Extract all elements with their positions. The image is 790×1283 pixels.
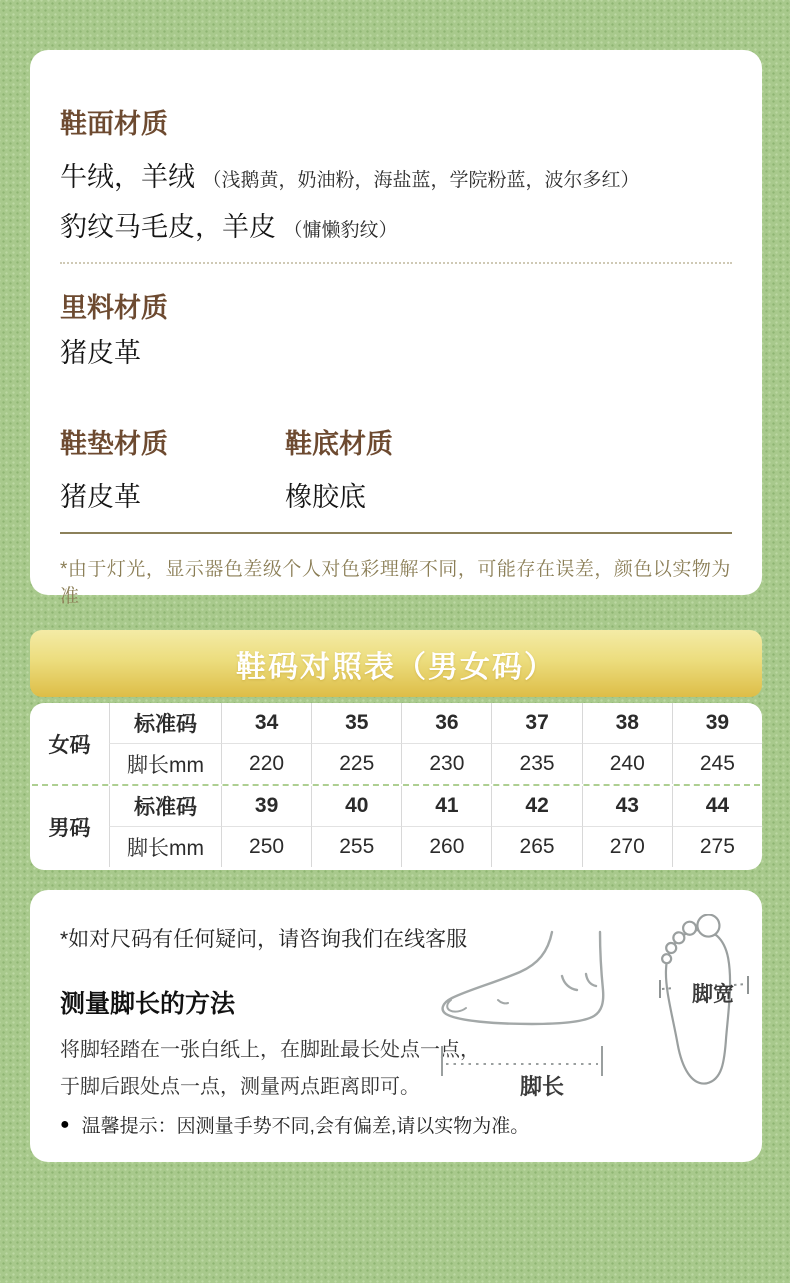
men-size-block xyxy=(30,786,762,867)
materials-card xyxy=(30,50,762,607)
length-row-header: 脚长mm xyxy=(109,744,221,785)
warm-tip-row xyxy=(60,1111,529,1138)
length-row-header-men: 脚长mm xyxy=(109,827,221,868)
women-length-240: 240 xyxy=(582,744,672,785)
upper-material-line2-colors: （慵懒豹纹） xyxy=(283,220,398,241)
measure-method-line2: 于脚后跟处点一点，测量两点距离即可。 xyxy=(60,1076,420,1098)
lining-material-title: 里料材质 xyxy=(60,293,168,323)
measure-method-line1: 将脚轻踏在一张白纸上，在脚趾最长处点一点， xyxy=(60,1039,480,1061)
women-size-36: 36 xyxy=(401,703,491,744)
warm-tip-text: 温馨提示：因测量手势不同,会有偏差,请以实物为准。 xyxy=(81,1116,530,1137)
upper-material-line1 xyxy=(60,158,732,200)
insole-material-title: 鞋垫材质 xyxy=(60,429,168,459)
women-length-220: 220 xyxy=(221,744,311,785)
solid-divider xyxy=(60,532,732,534)
men-length-270: 270 xyxy=(582,827,672,868)
size-row-header: 标准码 xyxy=(109,703,221,744)
women-size-block xyxy=(30,703,762,784)
foot-length-label: 脚长 xyxy=(512,1070,572,1101)
women-length-235: 235 xyxy=(491,744,581,785)
women-length-225: 225 xyxy=(311,744,401,785)
women-size-37: 37 xyxy=(491,703,581,744)
women-size-39: 39 xyxy=(672,703,762,744)
women-row-label: 女码 xyxy=(48,733,91,757)
men-size-44: 44 xyxy=(672,786,762,827)
upper-material-line2-main: 豹纹马毛皮，羊皮 xyxy=(60,212,276,242)
insole-outsole-values xyxy=(60,470,732,514)
upper-material-line1-main: 牛绒，羊绒 xyxy=(60,162,195,192)
outsole-material-value: 橡胶底 xyxy=(285,482,366,512)
men-length-265: 265 xyxy=(491,827,581,868)
outsole-material-title: 鞋底材质 xyxy=(285,429,393,459)
bullet-icon: ● xyxy=(60,1115,70,1133)
men-length-260: 260 xyxy=(401,827,491,868)
women-length-245: 245 xyxy=(672,744,762,785)
upper-material-line2 xyxy=(60,208,732,250)
men-size-39: 39 xyxy=(221,786,311,827)
men-size-42: 42 xyxy=(491,786,581,827)
size-chart-banner-title: 鞋码对照表（男女码） xyxy=(236,650,556,684)
women-size-34: 34 xyxy=(221,703,311,744)
color-disclaimer: *由于灯光，显示器色差级个人对色彩理解不同，可能存在误差，颜色以实物为准 xyxy=(60,559,731,607)
dotted-divider xyxy=(60,262,732,264)
size-chart-banner xyxy=(30,630,762,697)
foot-measure-diagram xyxy=(434,914,750,1116)
men-size-40: 40 xyxy=(311,786,401,827)
men-size-41: 41 xyxy=(401,786,491,827)
measurement-card xyxy=(30,890,762,1162)
men-row-label: 男码 xyxy=(48,816,91,840)
size-row-header-men: 标准码 xyxy=(109,786,221,827)
men-length-250: 250 xyxy=(221,827,311,868)
upper-material-title: 鞋面材质 xyxy=(60,109,168,139)
size-chart-card xyxy=(30,703,762,870)
men-length-255: 255 xyxy=(311,827,401,868)
service-note: *如对尺码有任何疑问，请咨询我们在线客服 xyxy=(60,928,468,951)
measure-method-title: 测量脚长的方法 xyxy=(60,990,236,1018)
foot-width-label: 脚宽 xyxy=(692,983,734,1006)
upper-material-line1-colors: （浅鹅黄，奶油粉，海盐蓝，学院粉蓝，波尔多红） xyxy=(202,170,640,191)
men-length-275: 275 xyxy=(672,827,762,868)
women-length-230: 230 xyxy=(401,744,491,785)
insole-outsole-titles xyxy=(60,426,732,462)
women-size-35: 35 xyxy=(311,703,401,744)
men-size-43: 43 xyxy=(582,786,672,827)
foot-sole-diagram-icon xyxy=(658,914,750,1104)
women-size-38: 38 xyxy=(582,703,672,744)
lining-material-value: 猪皮革 xyxy=(60,338,141,368)
measure-method-text xyxy=(60,1032,480,1106)
insole-material-value: 猪皮革 xyxy=(60,482,141,512)
